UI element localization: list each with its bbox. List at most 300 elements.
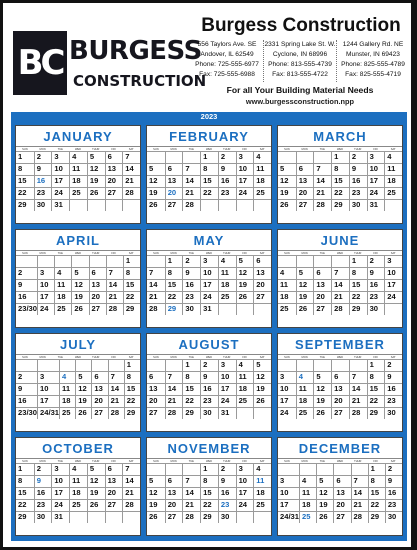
day-cell: 25 [384,187,402,199]
day-cell: 3 [51,151,69,163]
day-cell: 24 [236,499,254,511]
day-cell: 8 [368,475,385,487]
day-cell: 2 [349,151,367,163]
month-name: OCTOBER [42,441,114,456]
day-cell: 13 [333,487,350,499]
day-cell: 6 [105,463,123,475]
day-cell: 3 [37,371,59,383]
day-cell: 27 [165,199,183,211]
day-cell: 26 [87,187,105,199]
day-cell: 29 [165,303,183,315]
weekday-label: WED [205,356,213,359]
day-cell: 22 [16,499,34,511]
month-november [146,437,272,536]
weekday-label: TUE [319,356,325,359]
day-cell: 29 [367,407,385,419]
day-cell: 28 [351,511,368,523]
day-cell: 20 [296,187,314,199]
weekday-label: SUN [22,252,28,255]
day-cell: 22 [16,187,34,199]
day-grid [147,359,271,431]
day-cell: 15 [124,383,140,395]
day-cell: 21 [331,291,349,303]
day-cell: 20 [165,499,183,511]
day-cell: 21 [165,395,183,407]
day-cell: 23 [218,499,236,511]
office-location [191,40,263,82]
day-cell: 28 [108,407,124,419]
month-february [146,125,272,224]
day-cell: 30 [367,303,385,315]
month-name: APRIL [56,233,100,248]
day-cell: 5 [87,151,105,163]
weekday-label: TUE [319,148,325,151]
day-cell: 13 [253,267,271,279]
day-cell: 18 [384,175,402,187]
day-cell: 28 [349,407,367,419]
weekday-label: WED [74,252,82,255]
day-grid [278,151,402,223]
weekday-label: SAT [128,356,134,359]
company-tagline: For all Your Building Material Needs [226,85,374,95]
day-cell: 16 [34,487,52,499]
office-phone: Phone: 725-555-6977 [195,61,259,68]
day-cell: 5 [71,267,88,279]
day-cell: 30 [182,303,200,315]
day-cell: 3 [278,475,299,487]
day-cell: 2 [16,371,37,383]
day-cell: 25 [253,499,271,511]
day-cell: 6 [105,151,123,163]
weekday-label: SUN [153,460,159,463]
day-cell [349,359,367,371]
day-cell: 8 [349,267,367,279]
weekday-label: TUE [188,148,194,151]
day-cell [278,151,296,163]
month-september [277,333,403,432]
day-cell [182,463,200,475]
day-cell: 6 [165,163,183,175]
day-cell: 7 [122,463,140,475]
day-cell: 12 [71,279,88,291]
day-cell [37,255,54,267]
day-cell: 12 [87,163,105,175]
day-cell: 14 [349,383,367,395]
day-cell: 20 [165,187,183,199]
day-cell: 21 [182,499,200,511]
day-cell [296,359,314,371]
day-cell: 1 [123,255,140,267]
day-cell: 18 [296,395,314,407]
day-cell: 25 [236,395,254,407]
day-cell: 2 [384,359,402,371]
day-cell: 19 [316,499,333,511]
day-cell: 14 [313,175,331,187]
weekday-label: THUR [223,460,231,463]
day-cell: 14 [182,487,200,499]
weekday-label: SAT [259,252,265,255]
day-cell [236,511,254,523]
weekday-label: TUE [57,252,63,255]
office-city: Munster, IN 69423 [346,51,400,58]
day-cell: 16 [218,487,236,499]
day-cell: 1 [200,463,218,475]
day-cell [91,359,107,371]
weekday-label: SUN [153,252,159,255]
day-cell: 20 [105,487,123,499]
day-cell: 4 [253,463,271,475]
day-cell: 11 [384,163,402,175]
day-cell [218,303,236,315]
day-cell [331,359,349,371]
day-cell: 4 [218,255,236,267]
weekday-label: WED [205,148,213,151]
day-cell: 27 [296,199,314,211]
footer-strip [11,542,407,546]
weekday-label: SAT [259,356,265,359]
weekday-label: TUE [188,252,194,255]
day-cell: 24 [51,499,69,511]
day-cell: 23 [182,291,200,303]
day-cell: 18 [299,499,316,511]
weekday-label: SUN [284,252,290,255]
day-cell: 1 [368,463,385,475]
weekday-label: THUR [223,356,231,359]
day-cell: 19 [147,499,165,511]
day-cell [236,303,254,315]
day-cell: 7 [182,163,200,175]
weekday-label: MON [39,148,46,151]
day-cell: 8 [16,475,34,487]
day-cell: 14 [122,475,140,487]
day-grid [16,463,140,535]
day-cell: 4 [236,359,254,371]
day-cell: 21 [122,175,140,187]
day-cell: 25 [69,499,87,511]
year-banner: 2023 [11,112,407,121]
month-name: MAY [193,233,225,248]
day-cell: 29 [123,303,140,315]
day-cell: 7 [313,163,331,175]
day-cell: 21 [351,499,368,511]
day-cell: 28 [165,407,183,419]
day-grid [16,359,140,431]
day-cell: 3 [51,463,69,475]
day-grid [147,255,271,327]
day-cell: 12 [253,371,271,383]
office-phone: Phone: 813-555-4739 [268,61,332,68]
office-city: Andover, IL 62549 [200,51,254,58]
day-cell: 1 [331,151,349,163]
weekday-label: FRI [111,148,116,151]
day-cell: 17 [278,499,299,511]
day-cell: 12 [313,383,331,395]
company-logo [13,31,207,103]
month-january [15,125,141,224]
day-cell: 12 [147,175,165,187]
day-cell: 26 [278,199,296,211]
weekday-label: WED [336,148,344,151]
day-cell: 11 [253,163,271,175]
day-cell: 5 [87,463,105,475]
month-grid [11,121,407,541]
day-cell: 7 [349,371,367,383]
month-name: NOVEMBER [167,441,251,456]
day-cell: 18 [69,175,87,187]
day-cell: 11 [69,475,87,487]
weekday-label: SUN [153,148,159,151]
day-cell: 1 [124,359,140,371]
day-cell: 17 [236,487,254,499]
day-cell: 30 [34,199,52,211]
day-cell: 24 [367,187,385,199]
day-cell: 3 [236,151,254,163]
day-cell: 29 [331,199,349,211]
day-cell [296,255,314,267]
weekday-label: TUE [57,356,63,359]
day-cell: 18 [54,291,71,303]
day-cell: 23/30 [18,304,38,313]
day-cell: 28 [106,303,123,315]
day-cell: 20 [331,395,349,407]
day-cell: 1 [367,359,385,371]
day-cell: 16 [218,175,236,187]
day-cell: 2 [367,255,385,267]
day-cell: 12 [75,383,91,395]
day-cell: 22 [367,395,385,407]
day-cell: 30 [384,407,402,419]
day-cell: 9 [385,475,402,487]
day-cell: 20 [105,175,123,187]
day-cell: 15 [200,175,218,187]
day-cell: 25 [296,407,314,419]
weekday-label: WED [336,252,344,255]
day-cell: 23 [34,499,52,511]
day-cell: 11 [69,163,87,175]
day-cell [87,199,105,211]
day-cell: 4 [299,475,316,487]
day-cell [296,151,314,163]
weekday-label: SAT [390,460,396,463]
weekday-label: THUR [92,252,100,255]
weekday-label: MON [170,460,177,463]
day-cell: 6 [89,267,106,279]
day-cell [122,199,140,211]
day-cell: 4 [59,371,75,383]
day-cell: 16 [34,175,52,187]
day-cell: 28 [331,303,349,315]
day-cell: 23 [200,395,218,407]
day-cell: 12 [296,279,314,291]
weekday-label: TUE [57,460,63,463]
day-cell: 6 [253,255,271,267]
day-cell: 24 [37,303,54,315]
weekday-label: SUN [22,356,28,359]
weekday-label: MON [39,356,46,359]
day-cell: 27 [253,291,271,303]
weekday-label: FRI [373,252,378,255]
day-cell: 27 [313,303,331,315]
day-cell: 12 [316,487,333,499]
day-cell: 11 [236,371,254,383]
day-cell: 14 [165,383,183,395]
day-cell: 20 [253,279,271,291]
day-cell: 14 [122,163,140,175]
day-cell: 14 [331,279,349,291]
day-cell: 14 [108,383,124,395]
office-location [263,40,336,82]
day-cell: 13 [165,175,183,187]
day-cell: 4 [69,151,87,163]
day-cell: 29 [16,199,34,211]
day-cell: 12 [278,175,296,187]
weekday-label: WED [205,460,213,463]
day-cell: 9 [384,371,402,383]
day-cell: 5 [147,163,165,175]
day-cell: 18 [69,487,87,499]
day-cell: 7 [106,267,123,279]
day-cell: 9 [200,371,218,383]
day-cell: 3 [236,463,254,475]
day-cell: 28 [182,511,200,523]
calendar-page [3,3,411,547]
day-cell: 16 [200,383,218,395]
day-cell: 11 [218,267,236,279]
office-phone: Phone: 825-555-4789 [341,61,405,68]
day-cell: 21 [108,395,124,407]
weekday-label: WED [336,460,344,463]
day-cell: 30 [349,199,367,211]
day-cell: 16 [16,291,37,303]
weekday-label: TUE [57,148,63,151]
day-cell: 19 [75,395,91,407]
day-cell: 8 [16,163,34,175]
day-cell: 15 [200,487,218,499]
weekday-label: MON [39,252,46,255]
day-cell: 11 [278,279,296,291]
day-cell: 15 [16,487,34,499]
day-cell: 22 [182,395,200,407]
day-cell: 31 [218,407,236,419]
day-cell [236,407,254,419]
day-cell [316,463,333,475]
day-cell: 15 [165,279,183,291]
day-cell [69,511,87,523]
month-october [15,437,141,536]
weekday-label: MON [170,148,177,151]
day-cell [69,199,87,211]
day-cell: 19 [296,291,314,303]
day-cell: 8 [165,267,183,279]
day-cell: 25 [299,511,316,523]
day-cell [16,359,37,371]
day-cell: 13 [89,279,106,291]
office-fax: Fax: 813-555-4722 [272,71,328,78]
day-cell: 5 [316,475,333,487]
day-cell: 8 [123,267,140,279]
day-cell: 30 [34,511,52,523]
day-cell: 5 [296,267,314,279]
day-cell [54,255,71,267]
day-cell [253,199,271,211]
day-cell: 6 [165,475,183,487]
day-cell: 21 [147,291,165,303]
day-cell [108,359,124,371]
day-cell: 27 [333,511,350,523]
day-cell [71,255,88,267]
day-cell [384,199,402,211]
day-cell: 14 [351,487,368,499]
day-cell: 11 [59,383,75,395]
day-cell: 6 [91,371,107,383]
day-cell [147,463,165,475]
day-cell: 12 [236,267,254,279]
day-cell: 17 [218,383,236,395]
day-cell: 3 [384,255,402,267]
day-cell [331,255,349,267]
day-cell: 22 [368,499,385,511]
day-cell [147,151,165,163]
day-cell: 15 [123,279,140,291]
day-cell: 29 [368,511,385,523]
weekday-label: MON [301,252,308,255]
day-cell: 1 [165,255,183,267]
office-fax: Fax: 825-555-4719 [345,71,401,78]
weekday-label: THUR [92,148,100,151]
day-cell [351,463,368,475]
day-cell: 21 [106,291,123,303]
day-cell: 4 [296,371,314,383]
day-cell [313,359,331,371]
day-cell: 24/31 [37,407,59,419]
day-cell [182,151,200,163]
office-street: 1244 Gallery Rd. NE [342,41,404,48]
day-cell: 10 [51,475,69,487]
day-cell [165,359,183,371]
day-cell: 25 [218,291,236,303]
day-cell: 10 [218,371,236,383]
day-cell: 26 [253,395,271,407]
day-cell: 31 [367,199,385,211]
month-name: AUGUST [178,337,240,352]
weekday-label: SUN [22,148,28,151]
day-cell: 18 [236,383,254,395]
day-cell [200,199,218,211]
day-cell: 27 [105,499,123,511]
day-cell: 13 [165,487,183,499]
day-cell: 7 [165,371,183,383]
day-cell: 1 [16,151,34,163]
day-cell: 2 [385,463,402,475]
day-grid [16,255,140,327]
month-march [277,125,403,224]
day-cell: 17 [236,175,254,187]
day-cell: 22 [349,291,367,303]
day-cell: 30 [218,511,236,523]
day-cell: 9 [16,279,37,291]
day-cell [59,359,75,371]
day-cell: 31 [51,511,69,523]
weekday-label: THUR [354,356,362,359]
day-cell: 4 [54,267,71,279]
day-cell: 25 [278,303,296,315]
day-cell: 10 [37,383,59,395]
weekday-label: FRI [373,356,378,359]
day-cell: 26 [236,291,254,303]
weekday-label: FRI [111,460,116,463]
weekday-label: SAT [128,148,134,151]
day-cell: 17 [37,291,54,303]
